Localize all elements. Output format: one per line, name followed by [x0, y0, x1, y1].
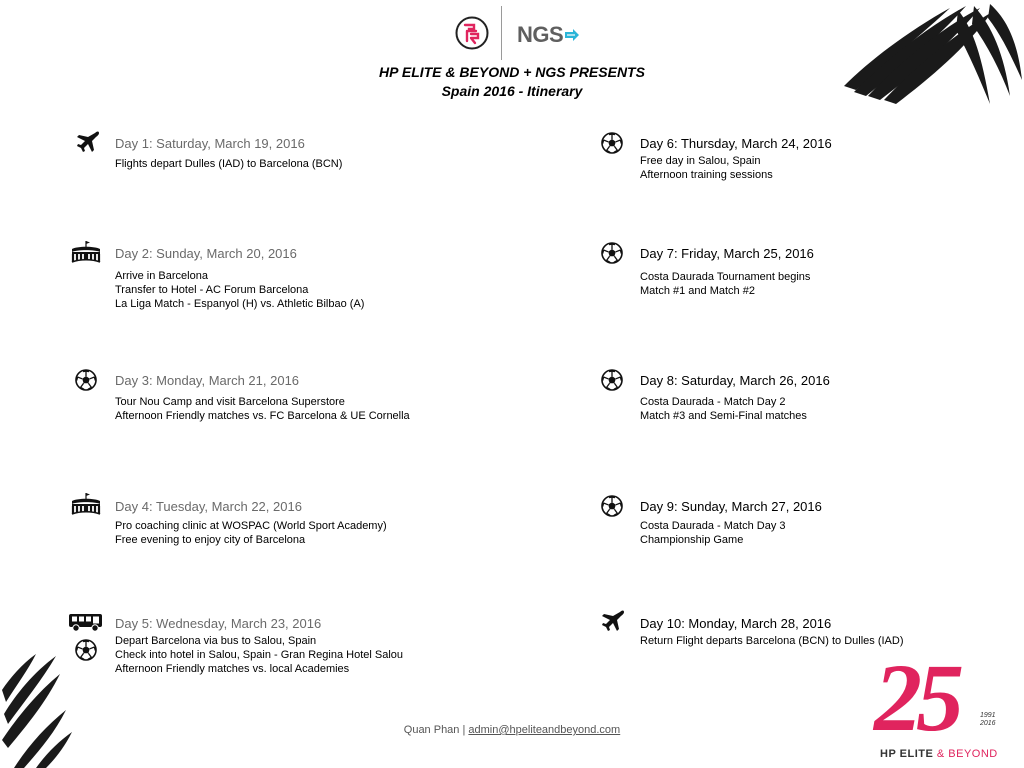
- detail-line: Transfer to Hotel - AC Forum Barcelona: [115, 284, 309, 296]
- day-4-details: [115, 519, 387, 547]
- bus-icon: [68, 611, 104, 633]
- day-3-details: [115, 395, 410, 423]
- day-7-heading: Day 7: Friday, March 25, 2016: [640, 246, 814, 261]
- day-9-heading: Day 9: Sunday, March 27, 2016: [640, 499, 822, 514]
- page-subtitle: Spain 2016 - Itinerary: [441, 83, 583, 99]
- day-8-details: [640, 395, 807, 423]
- soccer-ball-icon: [600, 494, 624, 518]
- soccer-ball-icon: [74, 368, 98, 392]
- arrow-right-icon: [564, 28, 580, 42]
- day-3-heading: Day 3: Monday, March 21, 2016: [115, 373, 300, 388]
- detail-line: Arrive in Barcelona: [115, 270, 208, 282]
- day-1-heading: Day 1: Saturday, March 19, 2016: [115, 136, 305, 151]
- detail-line: Check into hotel in Salou, Spain - Gran Regina Hotel Salou: [115, 649, 404, 661]
- day-2-details: [115, 269, 364, 311]
- brand-part-2: & BEYOND: [936, 748, 998, 760]
- detail-line: Afternoon Friendly matches vs. FC Barcelona & UE Cornella: [115, 410, 410, 422]
- detail-line: Free day in Salou, Spain: [640, 155, 761, 167]
- anniversary-brand: [880, 748, 998, 760]
- detail-line: Costa Daurada Tournament begins: [640, 271, 811, 283]
- ngs-logo-text: NGS: [517, 22, 564, 47]
- airplane-icon: [75, 130, 101, 154]
- day-1-details: [115, 157, 342, 171]
- anniversary-25-logo: [872, 644, 1012, 764]
- detail-line: Match #1 and Match #2: [640, 285, 755, 297]
- day-5-details: [115, 634, 403, 676]
- day-2-heading: Day 2: Sunday, March 20, 2016: [115, 246, 297, 261]
- ngs-logo: [517, 18, 580, 52]
- year-end: 2016: [980, 720, 996, 727]
- day-6-heading: Day 6: Thursday, March 24, 2016: [640, 136, 832, 151]
- detail-line: Match #3 and Semi-Final matches: [640, 410, 807, 422]
- detail-line: Depart Barcelona via bus to Salou, Spain: [115, 635, 317, 647]
- detail-line: Championship Game: [640, 534, 744, 546]
- detail-line: Tour Nou Camp and visit Barcelona Superstore: [115, 396, 345, 408]
- hp-elite-beyond-logo: [455, 16, 489, 50]
- soccer-ball-icon: [600, 131, 624, 155]
- detail-line: Return Flight departs Barcelona (BCN) to Dulles (IAD): [640, 635, 904, 647]
- detail-line: Costa Daurada - Match Day 2: [640, 396, 786, 408]
- stadium-icon: [70, 492, 102, 516]
- day-9-details: [640, 519, 786, 547]
- day-5-heading: Day 5: Wednesday, March 23, 2016: [115, 616, 322, 631]
- day-10-heading: Day 10: Monday, March 28, 2016: [640, 616, 832, 631]
- brand-part-1: HP ELITE: [880, 748, 937, 760]
- detail-line: La Liga Match - Espanyol (H) vs. Athletic Bilbao (A): [115, 298, 365, 310]
- detail-line: Costa Daurada - Match Day 3: [640, 520, 786, 532]
- detail-line: Pro coaching clinic at WOSPAC (World Sport Academy): [115, 520, 387, 532]
- decorative-feather-top-right: [840, 0, 1024, 110]
- anniversary-number: 25: [874, 644, 958, 751]
- soccer-ball-icon: [600, 241, 624, 265]
- detail-line: Afternoon training sessions: [640, 169, 773, 181]
- contact-name: Quan Phan |: [403, 724, 469, 736]
- airplane-icon: [600, 609, 626, 633]
- logo-divider: [501, 6, 502, 60]
- day-7-details: [640, 270, 810, 298]
- stadium-icon: [70, 240, 102, 264]
- day-4-heading: Day 4: Tuesday, March 22, 2016: [115, 499, 302, 514]
- page-title: HP ELITE & BEYOND + NGS PRESENTS: [379, 64, 645, 80]
- day-8-heading: Day 8: Saturday, March 26, 2016: [640, 373, 830, 388]
- detail-line: Afternoon Friendly matches vs. local Academies: [115, 663, 350, 675]
- detail-line: Free evening to enjoy city of Barcelona: [115, 534, 306, 546]
- anniversary-years: [980, 712, 996, 728]
- year-start: 1991: [980, 712, 996, 719]
- footer-contact: [0, 724, 1024, 736]
- soccer-ball-icon: [600, 368, 624, 392]
- decorative-feather-bottom-left: [0, 650, 80, 768]
- day-10-details: [640, 634, 903, 648]
- email-link[interactable]: admin@hpeliteandbeyond.com: [468, 724, 621, 736]
- day-6-details: [640, 154, 773, 182]
- detail-line: Flights depart Dulles (IAD) to Barcelona (BCN): [115, 158, 343, 170]
